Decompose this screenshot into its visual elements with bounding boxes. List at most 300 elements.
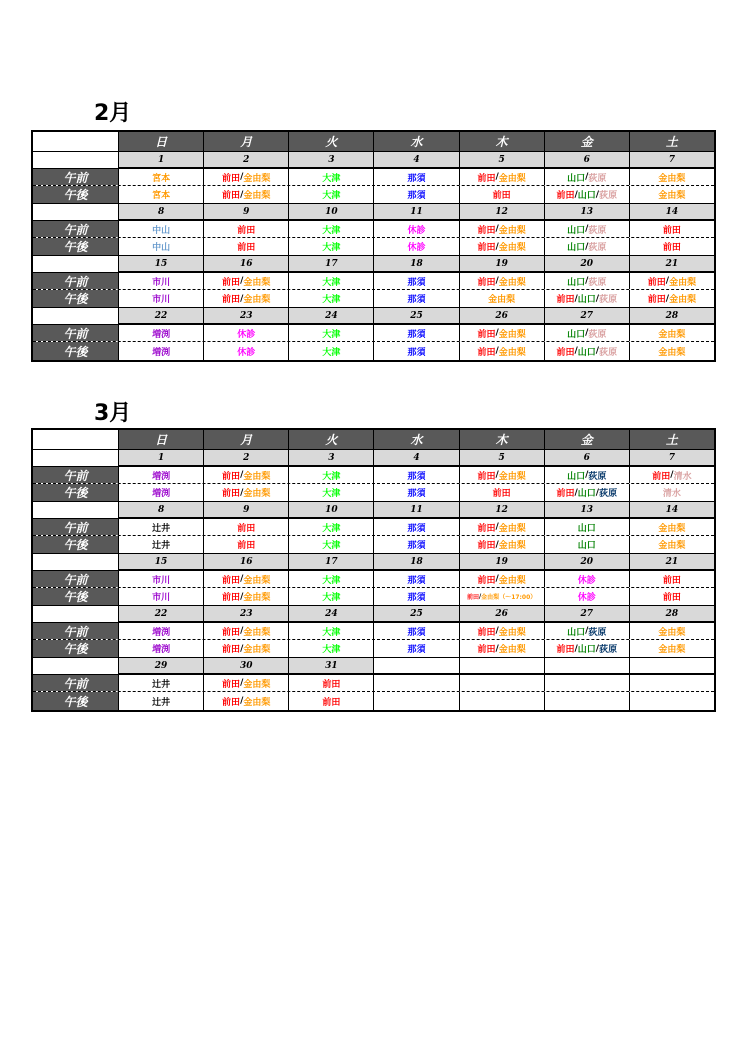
schedule-cell xyxy=(204,467,289,483)
schedule-cell xyxy=(374,536,459,553)
slot-label-am: 午前 xyxy=(33,519,119,535)
doctor-name: 金由梨 xyxy=(669,295,697,305)
doctor-name: 金由梨 xyxy=(243,277,271,288)
doctor-name: 山口 xyxy=(567,225,586,236)
weekday-cell: 金 xyxy=(545,132,630,151)
schedule-cell xyxy=(545,640,630,657)
schedule-cell xyxy=(119,467,204,483)
date-row-spacer xyxy=(33,502,119,518)
slot-label-am: 午前 xyxy=(33,571,119,587)
doctor-name: 金由梨 xyxy=(243,173,271,184)
doctor-name: 山口 xyxy=(577,191,596,201)
doctor-name: 前田 xyxy=(556,347,575,358)
doctor-name: 市川 xyxy=(152,575,171,586)
schedule-cell xyxy=(630,536,714,553)
doctor-name: 大津 xyxy=(322,191,341,201)
schedule-cell xyxy=(204,675,289,691)
schedule-cell xyxy=(289,467,374,483)
schedule-cell xyxy=(374,640,459,657)
schedule-cell xyxy=(289,290,374,307)
date-cell: 3 xyxy=(289,450,374,466)
date-cell: 24 xyxy=(289,606,374,622)
schedule-cell xyxy=(204,640,289,657)
date-cell: 19 xyxy=(460,554,545,570)
doctor-name: / xyxy=(574,346,578,356)
doctor-name: 大津 xyxy=(322,645,341,655)
doctor-name: 金由梨 xyxy=(658,645,686,655)
week-block xyxy=(33,450,714,502)
schedule-cell xyxy=(119,484,204,501)
doctor-name: / xyxy=(240,696,244,706)
doctor-name: 荻原 xyxy=(599,191,618,201)
schedule-cell xyxy=(630,238,714,255)
doctor-name: 山口 xyxy=(567,173,586,184)
schedule-cell xyxy=(374,623,459,639)
doctor-name: / xyxy=(495,224,499,234)
doctor-name: 前田 xyxy=(662,575,681,586)
schedule-cell xyxy=(119,186,204,203)
doctor-name: 金由梨 xyxy=(498,347,526,358)
doctor-name: / xyxy=(495,241,499,252)
schedule-cell xyxy=(460,571,545,587)
doctor-name: 那須 xyxy=(407,295,426,305)
date-cell: 20 xyxy=(545,256,630,272)
doctor-name: 前田 xyxy=(556,191,575,201)
date-cell: 7 xyxy=(630,152,714,168)
date-cell: 2 xyxy=(204,152,289,168)
schedule-cell xyxy=(545,623,630,639)
schedule-cell xyxy=(545,169,630,185)
schedule-cell xyxy=(119,623,204,639)
weekday-cell: 日 xyxy=(119,132,204,151)
doctor-name: 前田 xyxy=(647,277,666,288)
slot-label-pm: 午後 xyxy=(33,186,119,203)
doctor-name: 金由梨 xyxy=(498,471,526,482)
doctor-name: / xyxy=(595,293,600,304)
date-cell: 26 xyxy=(460,308,545,324)
slot-row-pm xyxy=(33,536,714,554)
schedule-cell xyxy=(545,238,630,255)
doctor-name: 前田 xyxy=(222,191,241,201)
schedule-cell xyxy=(119,273,204,289)
schedule-cell xyxy=(119,519,204,535)
date-cell: 14 xyxy=(630,502,714,518)
schedule-cell xyxy=(119,536,204,553)
doctor-name: 荻原 xyxy=(599,489,618,499)
doctor-name: 金由梨 xyxy=(658,627,686,638)
date-row xyxy=(33,606,714,622)
corner-cell xyxy=(33,132,119,151)
doctor-name: 市川 xyxy=(152,295,171,305)
slot-label-am: 午前 xyxy=(33,467,119,483)
weekday-cell: 金 xyxy=(545,430,630,449)
schedule-cell xyxy=(545,186,630,203)
doctor-name: / xyxy=(595,643,600,654)
schedule-cell xyxy=(204,588,289,605)
doctor-name: 増渕 xyxy=(152,347,171,358)
date-row xyxy=(33,204,714,220)
slot-label-pm: 午後 xyxy=(33,692,119,710)
schedule-cell xyxy=(374,692,459,710)
doctor-name: / xyxy=(495,626,499,636)
doctor-name: 休診 xyxy=(237,329,256,340)
doctor-name: 大津 xyxy=(322,173,341,184)
schedule-cell xyxy=(204,221,289,237)
doctor-name: 宮本 xyxy=(152,173,171,184)
doctor-name: 前田 xyxy=(222,277,241,288)
doctor-name: 前田 xyxy=(477,243,496,253)
schedule-cell xyxy=(374,186,459,203)
date-row xyxy=(33,554,714,570)
date-row xyxy=(33,152,714,168)
doctor-name: 大津 xyxy=(322,243,341,253)
weekday-header-row xyxy=(33,430,714,450)
doctor-name: / xyxy=(495,346,499,356)
date-row-spacer xyxy=(33,204,119,220)
doctor-name: 大津 xyxy=(322,225,341,236)
slot-row-am xyxy=(33,272,714,290)
doctor-name: 前田 xyxy=(477,645,496,655)
doctor-name: 前田 xyxy=(477,225,496,236)
month-title: 3月 xyxy=(94,401,132,426)
date-cell xyxy=(545,658,630,674)
schedule-cell xyxy=(460,169,545,185)
date-cell: 22 xyxy=(119,308,204,324)
doctor-name: 金由梨 xyxy=(498,523,526,534)
doctor-name: 前田 xyxy=(556,295,575,305)
schedule-cell xyxy=(289,536,374,553)
weekday-header-row xyxy=(33,132,714,152)
doctor-name: 金由梨 xyxy=(658,191,686,201)
date-cell: 6 xyxy=(545,450,630,466)
schedule-cell xyxy=(204,692,289,710)
date-row-spacer xyxy=(33,554,119,570)
doctor-name: / xyxy=(240,276,244,286)
date-cell: 1 xyxy=(119,450,204,466)
date-cell: 26 xyxy=(460,606,545,622)
doctor-name: 前田 xyxy=(662,225,681,236)
date-cell: 31 xyxy=(289,658,374,674)
date-cell: 23 xyxy=(204,308,289,324)
doctor-name: 那須 xyxy=(407,329,426,340)
slot-label-am: 午前 xyxy=(33,675,119,691)
doctor-name: 前田 xyxy=(322,697,341,708)
doctor-name: 那須 xyxy=(407,277,426,288)
date-cell: 16 xyxy=(204,256,289,272)
doctor-name: 増渕 xyxy=(152,471,171,482)
doctor-name: 山口 xyxy=(577,347,596,358)
doctor-name: 金由梨 xyxy=(669,277,697,288)
doctor-name: 前田 xyxy=(477,471,496,482)
slot-row-am xyxy=(33,518,714,536)
schedule-cell xyxy=(374,342,459,360)
doctor-name: / xyxy=(240,172,244,182)
slot-label-pm: 午後 xyxy=(33,484,119,501)
schedule-cell xyxy=(630,588,714,605)
schedule-cell xyxy=(630,675,714,691)
schedule-cell xyxy=(460,484,545,501)
schedule-cell xyxy=(460,519,545,535)
date-row-spacer xyxy=(33,658,119,674)
schedule-cell xyxy=(630,484,714,501)
schedule-cell xyxy=(374,221,459,237)
schedule-cell xyxy=(545,273,630,289)
doctor-name: 金由梨 xyxy=(243,697,271,708)
doctor-name: 前田 xyxy=(237,225,256,236)
doctor-name: 荻原 xyxy=(588,329,607,340)
doctor-name: 金由梨 xyxy=(243,593,271,603)
doctor-name: 前田 xyxy=(477,575,496,586)
date-cell: 27 xyxy=(545,308,630,324)
doctor-name: / xyxy=(574,293,578,304)
doctor-name: 那須 xyxy=(407,489,426,499)
slot-row-am xyxy=(33,674,714,692)
doctor-name: 大津 xyxy=(322,541,341,551)
date-cell: 21 xyxy=(630,256,714,272)
doctor-name: 前田 xyxy=(322,679,341,690)
schedule-cell xyxy=(204,484,289,501)
doctor-name: 金由梨 xyxy=(243,645,271,655)
week-block xyxy=(33,256,714,308)
doctor-name: / xyxy=(665,293,670,304)
schedule-cell xyxy=(460,273,545,289)
weekday-cell: 月 xyxy=(204,430,289,449)
doctor-name: 金由梨 xyxy=(498,541,526,551)
schedule-cell xyxy=(289,238,374,255)
doctor-name: 前田 xyxy=(237,243,256,253)
slot-row-am xyxy=(33,220,714,238)
doctor-name: 金由梨 xyxy=(243,679,271,690)
date-cell: 17 xyxy=(289,256,374,272)
doctor-name: 中山 xyxy=(152,225,171,236)
schedule-cell xyxy=(289,675,374,691)
doctor-name: / xyxy=(585,172,589,182)
date-cell: 13 xyxy=(545,204,630,220)
doctor-name: 金由梨 xyxy=(481,594,500,601)
date-cell: 4 xyxy=(374,152,459,168)
date-cell: 21 xyxy=(630,554,714,570)
date-cell: 14 xyxy=(630,204,714,220)
doctor-name: 増渕 xyxy=(152,645,171,655)
doctor-name: 金由梨 xyxy=(488,295,516,305)
doctor-name: / xyxy=(585,328,589,338)
weekday-cell: 土 xyxy=(630,132,714,151)
doctor-name: 那須 xyxy=(407,471,426,482)
doctor-name: 宮本 xyxy=(152,191,171,201)
schedule-cell xyxy=(289,273,374,289)
schedule-cell xyxy=(630,640,714,657)
doctor-name: 前田 xyxy=(222,489,241,499)
doctor-name: / xyxy=(665,276,670,286)
doctor-name: 増渕 xyxy=(152,329,171,340)
doctor-name: 山口 xyxy=(577,645,596,655)
doctor-name: 荻原 xyxy=(588,277,607,288)
doctor-name: 金由梨 xyxy=(498,173,526,184)
slot-row-am xyxy=(33,570,714,588)
date-cell: 2 xyxy=(204,450,289,466)
doctor-name: 市川 xyxy=(152,593,171,603)
schedule-cell xyxy=(460,588,545,605)
slot-row-am xyxy=(33,622,714,640)
schedule-cell xyxy=(289,325,374,341)
weekday-cell: 火 xyxy=(289,132,374,151)
doctor-name: 前田 xyxy=(222,593,241,603)
schedule-cell xyxy=(204,238,289,255)
doctor-name: / xyxy=(495,574,499,584)
schedule-cell xyxy=(289,640,374,657)
slot-label-pm: 午後 xyxy=(33,342,119,360)
date-cell: 30 xyxy=(204,658,289,674)
date-cell: 5 xyxy=(460,450,545,466)
doctor-name: / xyxy=(585,626,589,636)
date-cell: 23 xyxy=(204,606,289,622)
date-row-spacer xyxy=(33,152,119,168)
doctor-name: / xyxy=(240,643,244,654)
schedule-cell xyxy=(545,588,630,605)
week-block xyxy=(33,502,714,554)
date-cell: 18 xyxy=(374,256,459,272)
date-row xyxy=(33,308,714,324)
doctor-name: 山口 xyxy=(567,277,586,288)
doctor-name: 前田 xyxy=(477,627,496,638)
schedule-cell xyxy=(119,169,204,185)
date-row-spacer xyxy=(33,450,119,466)
schedule-cell xyxy=(289,342,374,360)
doctor-name: 前田 xyxy=(492,191,511,201)
slot-row-pm xyxy=(33,640,714,658)
doctor-name: / xyxy=(495,328,499,338)
doctor-name: 那須 xyxy=(407,173,426,184)
doctor-name: 増渕 xyxy=(152,627,171,638)
schedule-cell xyxy=(460,675,545,691)
doctor-name: / xyxy=(240,678,244,688)
schedule-cell xyxy=(374,238,459,255)
doctor-name: 前田 xyxy=(662,593,681,603)
date-row xyxy=(33,502,714,518)
weekday-cell: 月 xyxy=(204,132,289,151)
date-cell: 7 xyxy=(630,450,714,466)
date-cell: 5 xyxy=(460,152,545,168)
doctor-name: 前田 xyxy=(556,645,575,655)
date-cell: 17 xyxy=(289,554,374,570)
doctor-name: 前田 xyxy=(492,489,511,499)
schedule-cell xyxy=(630,467,714,483)
schedule-cell xyxy=(289,519,374,535)
doctor-name: / xyxy=(574,643,578,654)
doctor-name: 金由梨 xyxy=(498,575,526,586)
date-row xyxy=(33,658,714,674)
week-block xyxy=(33,554,714,606)
slot-row-pm xyxy=(33,692,714,710)
date-row xyxy=(33,256,714,272)
slot-row-pm xyxy=(33,342,714,360)
schedule-cell xyxy=(545,342,630,360)
date-cell: 20 xyxy=(545,554,630,570)
date-cell: 18 xyxy=(374,554,459,570)
doctor-name: 金由梨 xyxy=(243,295,271,305)
doctor-name: 前田 xyxy=(466,594,479,601)
slot-label-am: 午前 xyxy=(33,221,119,237)
schedule-cell xyxy=(374,169,459,185)
slot-row-pm xyxy=(33,588,714,606)
doctor-name: 前田 xyxy=(222,679,241,690)
schedule-cell xyxy=(204,571,289,587)
doctor-name: 大津 xyxy=(322,593,341,603)
doctor-name: 荻原 xyxy=(588,243,607,253)
doctor-name: 金由梨 xyxy=(498,645,526,655)
doctor-name: / xyxy=(585,470,589,480)
date-row-spacer xyxy=(33,308,119,324)
schedule-cell xyxy=(460,221,545,237)
doctor-name: 荻原 xyxy=(588,627,607,638)
schedule-cell xyxy=(204,325,289,341)
schedule-cell xyxy=(204,519,289,535)
schedule-cell xyxy=(545,536,630,553)
doctor-name: 山口 xyxy=(577,523,596,534)
doctor-name: 那須 xyxy=(407,627,426,638)
date-cell: 24 xyxy=(289,308,374,324)
doctor-name: 大津 xyxy=(322,295,341,305)
slot-row-am xyxy=(33,466,714,484)
schedule-cell xyxy=(630,519,714,535)
schedule-cell xyxy=(630,571,714,587)
doctor-name: 山口 xyxy=(567,471,586,482)
doctor-name: / xyxy=(240,574,244,584)
schedule-cell xyxy=(204,186,289,203)
schedule-cell xyxy=(630,221,714,237)
doctor-name: / xyxy=(495,522,499,532)
month-table xyxy=(31,130,716,362)
doctor-name: 前田 xyxy=(222,627,241,638)
slot-label-pm: 午後 xyxy=(33,290,119,307)
schedule-cell xyxy=(630,342,714,360)
schedule-cell xyxy=(119,290,204,307)
schedule-cell xyxy=(289,484,374,501)
doctor-name: / xyxy=(495,539,499,550)
doctor-name: 辻井 xyxy=(152,679,171,690)
weekday-cell: 木 xyxy=(460,430,545,449)
schedule-cell xyxy=(374,273,459,289)
schedule-cell xyxy=(545,467,630,483)
doctor-name: 金由梨 xyxy=(498,277,526,288)
slot-label-pm: 午後 xyxy=(33,588,119,605)
doctor-name: 前田 xyxy=(237,523,256,534)
schedule-cell xyxy=(289,692,374,710)
doctor-name: 金由梨 xyxy=(498,225,526,236)
schedule-cell xyxy=(545,484,630,501)
doctor-name: / xyxy=(670,470,674,480)
date-cell: 28 xyxy=(630,606,714,622)
doctor-name: / xyxy=(574,487,578,498)
doctor-name: / xyxy=(585,224,589,234)
date-cell: 15 xyxy=(119,554,204,570)
doctor-name: 金由梨 xyxy=(498,243,526,253)
schedule-cell xyxy=(630,325,714,341)
month-title: 2月 xyxy=(94,101,132,126)
doctor-name: 金由梨 xyxy=(658,329,686,340)
slot-label-pm: 午後 xyxy=(33,640,119,657)
schedule-cell xyxy=(374,484,459,501)
date-cell xyxy=(460,658,545,674)
date-cell xyxy=(630,658,714,674)
doctor-name: 大津 xyxy=(322,489,341,499)
doctor-name: 増渕 xyxy=(152,489,171,499)
schedule-cell xyxy=(204,273,289,289)
date-cell: 29 xyxy=(119,658,204,674)
schedule-cell xyxy=(204,623,289,639)
doctor-name: 荻原 xyxy=(588,173,607,184)
schedule-cell xyxy=(119,342,204,360)
